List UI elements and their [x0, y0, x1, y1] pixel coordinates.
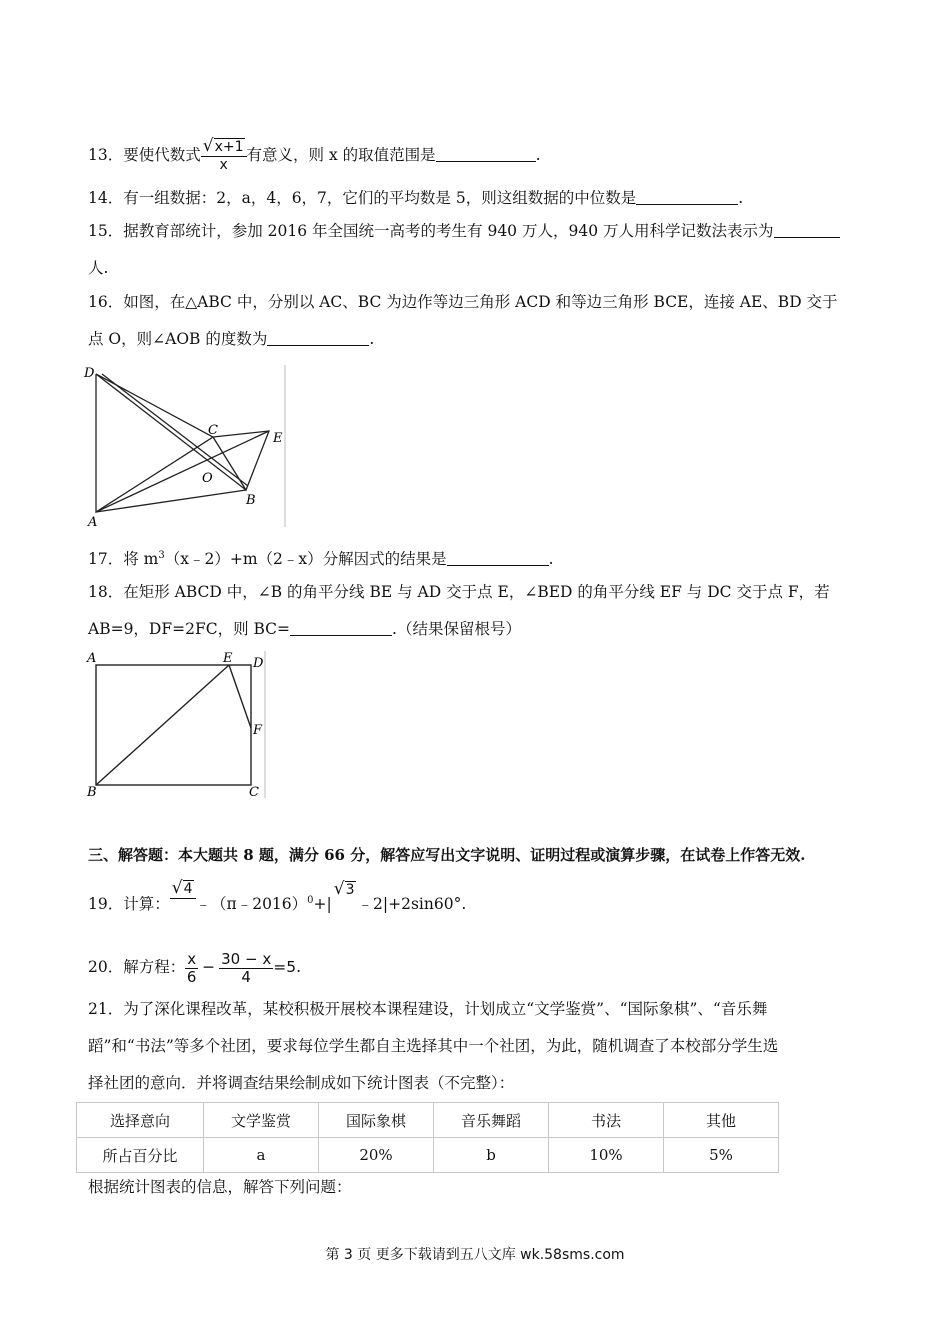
- segment-bd-2: [102, 374, 248, 486]
- label-a: A: [88, 515, 98, 530]
- q19-tail: ﹣2|+2sin60°.: [357, 895, 467, 914]
- q19-label: 计算：: [123, 895, 170, 914]
- figure-16-lines: [96, 374, 269, 512]
- q13-radicand: x+1: [214, 139, 244, 155]
- q13-suffix: 有意义，则 x 的取值范围是: [246, 146, 436, 164]
- q14-number: 14．: [88, 189, 124, 207]
- q19-sqrt3-radicand: 3: [345, 881, 355, 898]
- q13-end: .: [535, 146, 541, 164]
- q20-fraction-2: [219, 951, 273, 986]
- q19-mid: ﹣（π﹣2016）: [195, 895, 308, 914]
- q20-number: 20．: [88, 958, 124, 976]
- q21-line3: 择社团的意向．并将调查结果绘制成如下统计图表（不完整）：: [88, 1074, 515, 1092]
- question-21-line3: [88, 1073, 514, 1093]
- question-16: [88, 292, 838, 312]
- q14-text: 有一组数据：2，a，4，6，7，它们的平均数是 5，则这组数据的中位数是: [123, 189, 637, 207]
- answer-blank[interactable]: [636, 190, 738, 205]
- figure-16: [80, 362, 290, 530]
- q18-number: 18．: [88, 583, 124, 601]
- q16-number: 16．: [88, 293, 124, 311]
- table-row: [77, 1138, 779, 1173]
- survey-table: [76, 1102, 779, 1173]
- page-footer: [0, 1244, 950, 1264]
- table-cell: 5%: [664, 1138, 779, 1173]
- label-f: F: [253, 723, 263, 738]
- answer-blank[interactable]: [267, 331, 369, 346]
- q17-part2: （x﹣2）+m（2﹣x）分解因式的结果是: [164, 550, 447, 569]
- label-a: A: [87, 651, 97, 666]
- footer-text: 第 3 页 更多下载请到五八文库 wk.58sms.com: [325, 1247, 625, 1263]
- label-b: B: [246, 493, 256, 508]
- q19-zero-exponent: 0: [307, 895, 314, 906]
- table-header-row: [77, 1103, 779, 1138]
- q19-sqrt3: √3: [333, 878, 355, 899]
- question-13: [88, 138, 541, 174]
- q17-number: 17．: [88, 550, 124, 569]
- question-18-line2: [88, 619, 521, 639]
- question-21-after: [88, 1177, 352, 1197]
- q18-line1: 在矩形 ABCD 中，∠B 的角平分线 BE 与 AD 交于点 E，∠BED 的角平分线 EF 与 DC 交于点 F，若: [123, 583, 830, 601]
- segment-ef: [229, 665, 251, 728]
- segment-be: [96, 665, 229, 785]
- q18-line2a: AB=9，DF=2FC，则 BC=: [88, 620, 291, 638]
- triangle-bce: [213, 431, 269, 490]
- q15-text: 据教育部统计，参加 2016 年全国统一高考的考生有 940 万人，940 万人用科学记数法表示为: [123, 222, 774, 240]
- table-cell: 音乐舞蹈: [434, 1103, 549, 1138]
- table-cell: 选择意向: [77, 1103, 204, 1138]
- table-cell: a: [204, 1138, 319, 1173]
- question-20: [88, 945, 301, 989]
- label-c: C: [249, 785, 259, 800]
- q13-prefix: 要使代数式: [123, 146, 201, 164]
- rectangle-abcd: [96, 665, 251, 785]
- table-cell: b: [434, 1138, 549, 1173]
- q20-fraction-1: [185, 951, 198, 986]
- question-21: [88, 999, 767, 1019]
- question-18: [88, 582, 830, 602]
- q19-sqrt4: √4: [170, 880, 196, 916]
- q15-line2: 人.: [88, 259, 109, 277]
- question-21-line2: [88, 1036, 778, 1056]
- label-d: D: [253, 656, 264, 671]
- q20-minus: −: [202, 958, 216, 976]
- q16-line2: 点 O，则∠AOB 的度数为: [88, 330, 268, 348]
- segment-bd: [96, 374, 246, 490]
- label-o: O: [202, 471, 213, 486]
- label-c: C: [208, 423, 218, 438]
- q20-label: 解方程：: [123, 958, 186, 976]
- question-14: [88, 188, 743, 208]
- section-3-text: 三、解答题：本大题共 8 题，满分 66 分，解答应写出文字说明、证明过程或演算步骤，在试卷上作答无效.: [88, 846, 806, 864]
- q19-abs-open: +|: [313, 895, 332, 914]
- q21-after-text: 根据统计图表的信息，解答下列问题：: [88, 1178, 352, 1196]
- table-cell: 书法: [549, 1103, 664, 1138]
- figure-18-lines: [96, 665, 251, 785]
- q20-f2-den: 4: [241, 967, 251, 986]
- table-cell: 文学鉴赏: [204, 1103, 319, 1138]
- question-16-line2: [88, 329, 374, 349]
- label-d: D: [84, 366, 95, 381]
- table-cell: 其他: [664, 1103, 779, 1138]
- q13-number: 13．: [88, 146, 124, 164]
- q17-exponent: 3: [158, 550, 165, 561]
- q20-end: .: [296, 958, 302, 976]
- section-3-heading: [88, 845, 805, 865]
- label-b: B: [87, 785, 97, 800]
- answer-blank[interactable]: [436, 147, 536, 162]
- label-e: E: [273, 431, 283, 446]
- table-cell: 国际象棋: [319, 1103, 434, 1138]
- triangle-acd: [96, 374, 213, 512]
- q13-fraction: $\frac{√x+1}{x}$: [201, 138, 247, 174]
- q13-denominator: x: [219, 157, 228, 173]
- table-cell: 10%: [549, 1138, 664, 1173]
- answer-blank[interactable]: [774, 223, 840, 238]
- q17-part1: 将 m: [123, 550, 159, 569]
- q15-number: 15．: [88, 222, 124, 240]
- q17-end: .: [548, 550, 554, 569]
- q21-line1: 为了深化课程改革，某校积极开展校本课程建设，计划成立“文学鉴赏”、“国际象棋”、“音乐舞: [123, 1000, 768, 1018]
- q20-f1-num: x: [187, 949, 197, 968]
- q20-f1-den: 6: [186, 967, 197, 986]
- q19-sqrt4-radicand: 4: [183, 881, 193, 898]
- q21-number: 21．: [88, 1000, 124, 1018]
- q20-eq: =5: [273, 958, 297, 976]
- q20-f2-num: 30 − x: [221, 949, 272, 968]
- label-e: E: [223, 651, 233, 666]
- table-cell: 20%: [319, 1138, 434, 1173]
- q21-line2: 蹈”和“书法”等多个社团，要求每位学生都自主选择其中一个社团，为此，随机调查了本校部分学生选: [88, 1037, 779, 1055]
- question-15-line2: [88, 258, 108, 278]
- q14-end: .: [738, 189, 744, 207]
- table-cell: 所占百分比: [77, 1138, 204, 1173]
- figure-18: [84, 648, 274, 800]
- q19-number: 19．: [88, 895, 124, 914]
- q16-end: .: [369, 330, 375, 348]
- question-19: [88, 878, 467, 916]
- q18-line2b: .（结果保留根号）: [392, 620, 521, 638]
- q16-line1: 如图，在△ABC 中，分别以 AC、BC 为边作等边三角形 ACD 和等边三角形 BCE，连接 AE、BD 交于: [123, 293, 838, 311]
- answer-blank[interactable]: [447, 551, 549, 566]
- question-17: [88, 546, 554, 569]
- answer-blank[interactable]: [290, 621, 392, 636]
- question-15: [88, 221, 840, 241]
